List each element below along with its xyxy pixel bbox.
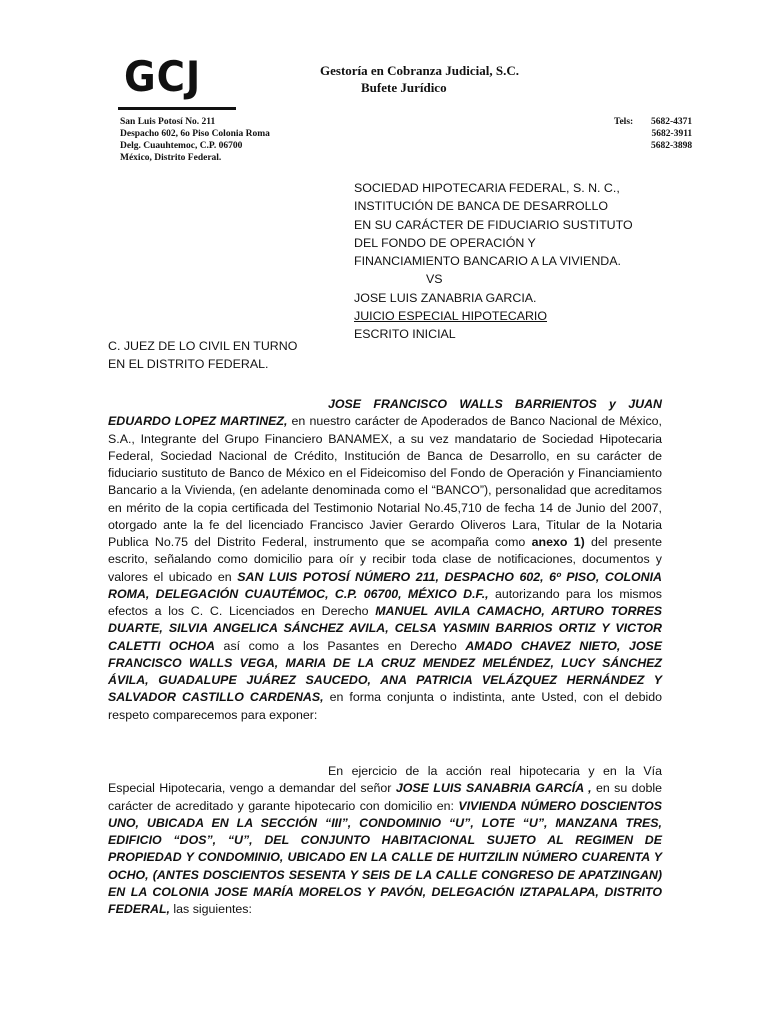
office-address: SAN LUIS POTOSÍ NÚMERO 211, DESPACHO 602, 6º PISO, COLONIA ROMA, DELEGACIÓN CUAUTÉMOC, C.P. 06700, MÉXICO D.F., xyxy=(108,569,663,601)
paragraph-segment: En ejercicio de la acción real hipotecaria y en la Vía Especial Hipotecaria, vengo a demandar del señor xyxy=(108,764,662,796)
plaintiff-line: SOCIEDAD HIPOTECARIA FEDERAL, S. N. C., xyxy=(354,181,620,195)
versus: VS xyxy=(426,272,443,287)
phone-number: 5682-3898 xyxy=(651,141,693,151)
plaintiff-line: FINANCIAMIENTO BANCARIO A LA VIVIENDA. xyxy=(354,254,621,269)
paragraph-segment: en nuestro carácter de Apoderados de Banco Nacional de México, S.A., Integrante del Grupo Financiero BANAMEX, a su vez mandatario de Sociedad Hipotecaria Federal, Sociedad Nacional de Crédito, Institución de Banca de Desarrollo, en su carácter de fiduciario sustituto de Banco de México en el Fideicomiso del Fondo de Operación y Financiamiento Bancario a la Vivienda, (en adelante denominada como el “BANCO”), personalidad que acreditamos en mérito de la copia certificada del Testimonio Notarial No.45,710 de fecha 14 de Junio del 2007, otorgado ante la fe del licenciado Francisco Javier Gerardo Oliveros Lara, Titular de la Notaria Publica No.75 del Distrito Federal, instrumento que se acompaña como xyxy=(108,414,662,549)
property-address: VIVIENDA NÚMERO DOSCIENTOS UNO, UBICADA EN LA SECCIÓN “III”, CONDOMINIO “U”, LOTE “U”, MANZANA TRES, EDIFICIO “DOS”, “U”, DEL CONJUNTO HABITACIONAL SUJETO AL REGIMEN DE PROPIEDAD Y CONDOMINIO, UBICADO EN LA CALLE DE HUITZILIN NÚMERO CUARENTA Y OCHO, (ANTES DOSCIENTOS SESENTA Y SEIS DE LA CALLE CONGRESO DE APATZINGAN) EN LA COLONIA JOSE MARÍA MORELOS Y PAVÓN, DELEGACIÓN IZTAPALAPA, DISTRITO FEDERAL, xyxy=(108,798,662,916)
paragraph-appearance xyxy=(108,396,662,724)
logo-underline xyxy=(118,107,236,110)
law-interns: AMADO CHAVEZ NIETO, JOSE FRANCISCO WALLS VEGA, MARIA DE LA CRUZ MENDEZ MELÉNDEZ, LUCY SÁNCHEZ ÁVILA, GUADALUPE JUÁREZ SAUCEDO, ANA PATRICIA VELÁZQUEZ HERNÁNDEZ Y SALVADOR CASTILLO CARDENAS, xyxy=(108,638,662,705)
defendant-name-bold: JOSE LUIS SANABRIA GARCÍA , xyxy=(395,781,592,796)
paragraph-segment: así como a los Pasantes en Derecho xyxy=(215,638,466,653)
paragraph-segment: del presente escrito, señalando como domicilio para oír y recibir toda clase de notificaciones, documentos y valores el ubicado en xyxy=(108,535,663,584)
address-line: Delg. Cuauhtemoc, C.P. 06700 xyxy=(120,141,243,151)
plaintiff-line: DEL FONDO DE OPERACIÓN Y xyxy=(354,235,536,250)
addressee-line: C. JUEZ DE LO CIVIL EN TURNO xyxy=(108,339,298,353)
paragraph-segment: en forma conjunta o indistinta, ante Usted, con el debido respeto comparecemos para exponer: xyxy=(108,690,662,722)
defendant-name: JOSE LUIS ZANABRIA GARCIA. xyxy=(354,290,537,305)
addressee xyxy=(108,337,297,374)
firm-address xyxy=(120,116,270,164)
phone-number: 5682-3911 xyxy=(651,129,693,139)
tels-label: Tels: xyxy=(614,117,634,127)
firm-name: Gestoría en Cobranza Judicial, S.C. xyxy=(320,63,519,78)
addressee-line: EN EL DISTRITO FEDERAL. xyxy=(108,357,269,372)
paragraph-text xyxy=(108,396,662,724)
firm-subtitle: Bufete Jurídico xyxy=(361,80,447,95)
trial-type: JUICIO ESPECIAL HIPOTECARIO xyxy=(354,309,548,324)
plaintiff-line: INSTITUCIÓN DE BANCA DE DESARROLLO xyxy=(354,199,609,214)
address-line: San Luis Potosí No. 211 xyxy=(120,117,216,127)
document-type: ESCRITO INICIAL xyxy=(354,327,456,342)
address-line: Despacho 602, 6o Piso Colonia Roma xyxy=(120,129,270,139)
paragraph-segment: las siguientes: xyxy=(169,902,252,916)
licensed-attorneys: MANUEL AVILA CAMACHO, ARTURO TORRES DUARTE, SILVIA ANGELICA SÁNCHEZ AVILA, CELSA YASMIN BARRIOS ORTIZ Y VICTOR CALETTI OCHOA xyxy=(108,604,662,653)
phone-list xyxy=(651,116,692,152)
paragraph-text xyxy=(108,763,662,918)
annex-reference: anexo 1) xyxy=(531,535,585,549)
phone-number: 5682-4371 xyxy=(651,117,693,127)
attorneys-names: JOSE FRANCISCO WALLS BARRIENTOS y JUAN EDUARDO LOPEZ MARTINEZ, xyxy=(108,397,662,429)
paragraph-segment: en su doble carácter de acreditado y garante hipotecario con domicilio en: xyxy=(108,781,662,813)
paragraph-claim xyxy=(108,763,662,918)
plaintiff-line: EN SU CARÁCTER DE FIDUCIARIO SUSTITUTO xyxy=(354,217,633,232)
paragraph-segment: autorizando para los mismos efectos a los C. C. Licenciados en Derecho xyxy=(108,586,662,618)
address-line: México, Distrito Federal. xyxy=(120,153,222,163)
case-caption xyxy=(354,179,633,344)
firm-logo: GCJ xyxy=(124,52,202,101)
